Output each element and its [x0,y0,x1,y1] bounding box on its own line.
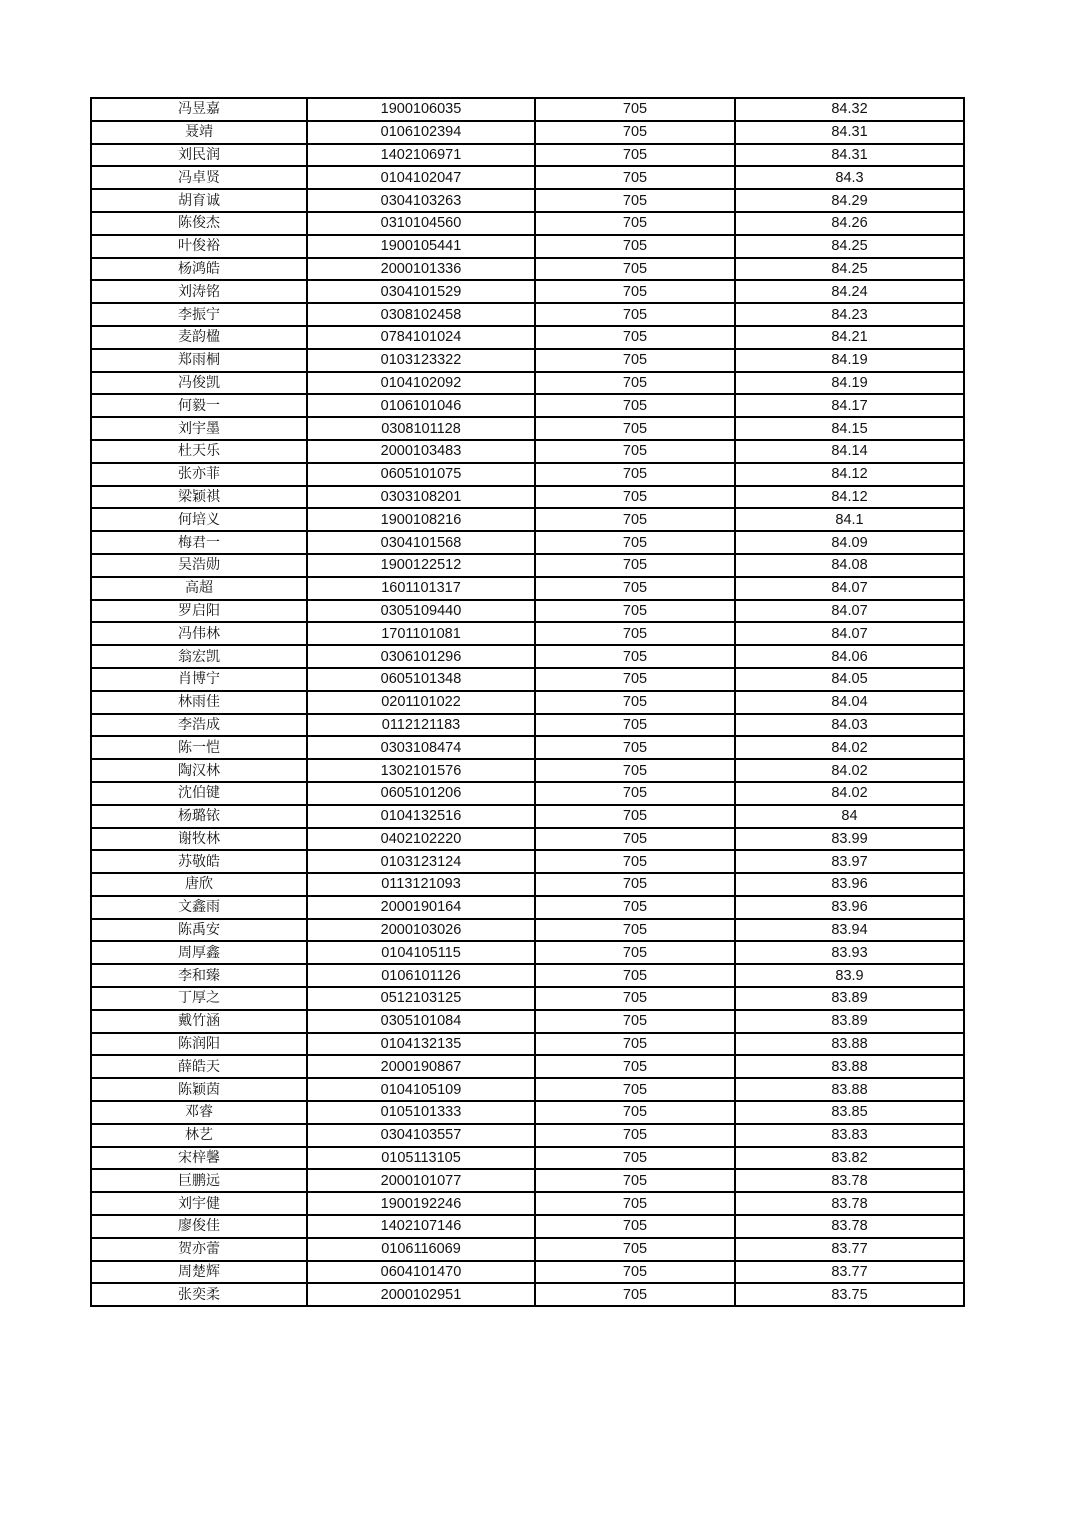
table-row [91,691,964,714]
name-cell: 贺亦蕾 [91,1238,307,1261]
table-row [91,349,964,372]
name-cell: 郑雨桐 [91,349,307,372]
code-cell: 705 [535,714,735,737]
code-cell: 705 [535,121,735,144]
name-cell: 宋梓馨 [91,1147,307,1170]
score-cell: 84.23 [735,303,964,326]
name-cell: 丁厚之 [91,987,307,1010]
name-cell: 杜天乐 [91,440,307,463]
id-cell: 0402102220 [307,828,535,851]
score-cell: 83.78 [735,1192,964,1215]
id-cell: 0303108474 [307,736,535,759]
score-cell: 83.94 [735,919,964,942]
table-row [91,235,964,258]
name-cell: 刘涛铭 [91,280,307,303]
name-cell: 麦韵楹 [91,326,307,349]
score-cell: 84.02 [735,782,964,805]
code-cell: 705 [535,463,735,486]
id-cell: 2000190164 [307,896,535,919]
name-cell: 梅君一 [91,531,307,554]
code-cell: 705 [535,668,735,691]
score-cell: 84.24 [735,280,964,303]
table-row [91,1215,964,1238]
name-cell: 何培义 [91,508,307,531]
id-cell: 0605101075 [307,463,535,486]
code-cell: 705 [535,280,735,303]
table-row [91,1124,964,1147]
score-cell: 84.07 [735,600,964,623]
name-cell: 张亦菲 [91,463,307,486]
name-cell: 廖俊佳 [91,1215,307,1238]
score-cell: 84.12 [735,463,964,486]
code-cell: 705 [535,1010,735,1033]
name-cell: 杨鸿皓 [91,258,307,281]
id-cell: 0103123124 [307,850,535,873]
code-cell: 705 [535,1033,735,1056]
table-row [91,440,964,463]
score-cell: 83.75 [735,1283,964,1306]
table-row [91,941,964,964]
name-cell: 陈润阳 [91,1033,307,1056]
code-cell: 705 [535,554,735,577]
name-cell: 刘民润 [91,144,307,167]
name-cell: 苏敬皓 [91,850,307,873]
name-cell: 张奕柔 [91,1283,307,1306]
score-cell: 83.9 [735,964,964,987]
score-cell: 83.82 [735,1147,964,1170]
name-cell: 吴浩勋 [91,554,307,577]
id-cell: 0308101128 [307,417,535,440]
name-cell: 陈俊杰 [91,212,307,235]
code-cell: 705 [535,212,735,235]
score-cell: 83.78 [735,1169,964,1192]
id-cell: 0103123322 [307,349,535,372]
table-row [91,212,964,235]
score-cell: 83.89 [735,1010,964,1033]
id-cell: 1402106971 [307,144,535,167]
name-cell: 冯昱嘉 [91,98,307,121]
score-cell: 84.05 [735,668,964,691]
id-cell: 0304103263 [307,189,535,212]
score-cell: 84 [735,805,964,828]
table-row [91,531,964,554]
score-cell: 84.02 [735,759,964,782]
code-cell: 705 [535,531,735,554]
score-cell: 84.06 [735,645,964,668]
table-row [91,645,964,668]
table-row [91,394,964,417]
table-row [91,372,964,395]
score-cell: 83.88 [735,1055,964,1078]
id-cell: 0605101348 [307,668,535,691]
score-cell: 84.19 [735,349,964,372]
score-cell: 84.07 [735,622,964,645]
code-cell: 705 [535,987,735,1010]
code-cell: 705 [535,508,735,531]
id-cell: 0201101022 [307,691,535,714]
id-cell: 0105101333 [307,1101,535,1124]
id-cell: 1701101081 [307,622,535,645]
id-cell: 0310104560 [307,212,535,235]
name-cell: 冯卓贤 [91,166,307,189]
score-cell: 83.85 [735,1101,964,1124]
id-cell: 0605101206 [307,782,535,805]
id-cell: 0113121093 [307,873,535,896]
table-row [91,463,964,486]
table-row [91,417,964,440]
id-cell: 0308102458 [307,303,535,326]
score-cell: 84.26 [735,212,964,235]
code-cell: 705 [535,235,735,258]
name-cell: 李和臻 [91,964,307,987]
score-cell: 83.88 [735,1033,964,1056]
score-table-body [91,98,964,1306]
table-row [91,873,964,896]
code-cell: 705 [535,828,735,851]
id-cell: 0104105115 [307,941,535,964]
id-cell: 2000103026 [307,919,535,942]
code-cell: 705 [535,189,735,212]
name-cell: 肖博宁 [91,668,307,691]
code-cell: 705 [535,964,735,987]
id-cell: 0303108201 [307,486,535,509]
score-cell: 84.3 [735,166,964,189]
code-cell: 705 [535,1192,735,1215]
code-cell: 705 [535,486,735,509]
code-cell: 705 [535,303,735,326]
table-row [91,896,964,919]
name-cell: 刘宇墨 [91,417,307,440]
id-cell: 0304101529 [307,280,535,303]
code-cell: 705 [535,1169,735,1192]
id-cell: 1900192246 [307,1192,535,1215]
code-cell: 705 [535,1078,735,1101]
score-cell: 83.97 [735,850,964,873]
table-row [91,714,964,737]
score-cell: 84.08 [735,554,964,577]
name-cell: 翁宏凯 [91,645,307,668]
table-row [91,577,964,600]
code-cell: 705 [535,600,735,623]
table-row [91,1261,964,1284]
id-cell: 0306101296 [307,645,535,668]
name-cell: 谢牧林 [91,828,307,851]
id-cell: 1302101576 [307,759,535,782]
name-cell: 文鑫雨 [91,896,307,919]
code-cell: 705 [535,417,735,440]
table-row [91,828,964,851]
table-row [91,1283,964,1306]
score-cell: 84.14 [735,440,964,463]
name-cell: 巨鹏远 [91,1169,307,1192]
table-row [91,166,964,189]
id-cell: 1601101317 [307,577,535,600]
code-cell: 705 [535,1055,735,1078]
name-cell: 林雨佳 [91,691,307,714]
id-cell: 0304103557 [307,1124,535,1147]
score-cell: 84.1 [735,508,964,531]
table-row [91,668,964,691]
id-cell: 0106101046 [307,394,535,417]
score-cell: 83.83 [735,1124,964,1147]
id-cell: 2000190867 [307,1055,535,1078]
table-row [91,782,964,805]
id-cell: 1900106035 [307,98,535,121]
score-cell: 83.89 [735,987,964,1010]
table-row [91,1169,964,1192]
score-cell: 83.99 [735,828,964,851]
code-cell: 705 [535,166,735,189]
code-cell: 705 [535,1147,735,1170]
code-cell: 705 [535,1261,735,1284]
score-cell: 84.25 [735,235,964,258]
id-cell: 0604101470 [307,1261,535,1284]
score-cell: 83.96 [735,873,964,896]
table-row [91,554,964,577]
name-cell: 邓睿 [91,1101,307,1124]
id-cell: 0784101024 [307,326,535,349]
score-cell: 84.02 [735,736,964,759]
score-cell: 83.77 [735,1238,964,1261]
id-cell: 2000102951 [307,1283,535,1306]
id-cell: 1900108216 [307,508,535,531]
score-cell: 84.21 [735,326,964,349]
table-row [91,736,964,759]
name-cell: 胡育诚 [91,189,307,212]
code-cell: 705 [535,759,735,782]
code-cell: 705 [535,645,735,668]
code-cell: 705 [535,941,735,964]
table-row [91,964,964,987]
table-row [91,1101,964,1124]
name-cell: 陶汉林 [91,759,307,782]
score-cell: 84.31 [735,144,964,167]
id-cell: 2000101077 [307,1169,535,1192]
table-row [91,850,964,873]
code-cell: 705 [535,326,735,349]
id-cell: 0112121183 [307,714,535,737]
id-cell: 1900122512 [307,554,535,577]
code-cell: 705 [535,622,735,645]
id-cell: 0104105109 [307,1078,535,1101]
name-cell: 李浩成 [91,714,307,737]
name-cell: 陈禹安 [91,919,307,942]
id-cell: 2000103483 [307,440,535,463]
name-cell: 周厚鑫 [91,941,307,964]
id-cell: 0106102394 [307,121,535,144]
table-row [91,1192,964,1215]
code-cell: 705 [535,873,735,896]
score-cell: 84.04 [735,691,964,714]
table-row [91,919,964,942]
score-cell: 83.93 [735,941,964,964]
table-row [91,508,964,531]
table-row [91,1078,964,1101]
id-cell: 0512103125 [307,987,535,1010]
score-cell: 83.96 [735,896,964,919]
table-row [91,280,964,303]
score-cell: 84.32 [735,98,964,121]
table-row [91,622,964,645]
table-row [91,987,964,1010]
code-cell: 705 [535,349,735,372]
code-cell: 705 [535,782,735,805]
table-row [91,1010,964,1033]
id-cell: 0106116069 [307,1238,535,1261]
table-row [91,486,964,509]
code-cell: 705 [535,98,735,121]
table-row [91,258,964,281]
table-row [91,326,964,349]
code-cell: 705 [535,372,735,395]
code-cell: 705 [535,258,735,281]
code-cell: 705 [535,144,735,167]
score-cell: 84.12 [735,486,964,509]
table-row [91,144,964,167]
name-cell: 梁颖祺 [91,486,307,509]
code-cell: 705 [535,577,735,600]
name-cell: 李振宁 [91,303,307,326]
code-cell: 705 [535,394,735,417]
table-row [91,98,964,121]
table-row [91,600,964,623]
id-cell: 0104102047 [307,166,535,189]
code-cell: 705 [535,919,735,942]
table-row [91,759,964,782]
name-cell: 杨璐铱 [91,805,307,828]
name-cell: 陈颖茵 [91,1078,307,1101]
code-cell: 705 [535,691,735,714]
score-cell: 84.09 [735,531,964,554]
id-cell: 0305101084 [307,1010,535,1033]
id-cell: 2000101336 [307,258,535,281]
id-cell: 0105113105 [307,1147,535,1170]
table-row [91,189,964,212]
score-cell: 84.31 [735,121,964,144]
name-cell: 薛皓天 [91,1055,307,1078]
name-cell: 何毅一 [91,394,307,417]
score-cell: 84.07 [735,577,964,600]
name-cell: 罗启阳 [91,600,307,623]
score-cell: 84.15 [735,417,964,440]
score-cell: 84.29 [735,189,964,212]
name-cell: 冯俊凯 [91,372,307,395]
table-row [91,121,964,144]
id-cell: 0304101568 [307,531,535,554]
table-row [91,805,964,828]
name-cell: 周楚辉 [91,1261,307,1284]
table-row [91,1238,964,1261]
name-cell: 刘宇健 [91,1192,307,1215]
code-cell: 705 [535,736,735,759]
id-cell: 0104132135 [307,1033,535,1056]
score-cell: 84.19 [735,372,964,395]
code-cell: 705 [535,1238,735,1261]
name-cell: 林艺 [91,1124,307,1147]
id-cell: 1402107146 [307,1215,535,1238]
name-cell: 唐欣 [91,873,307,896]
code-cell: 705 [535,1124,735,1147]
id-cell: 0104132516 [307,805,535,828]
score-cell: 83.77 [735,1261,964,1284]
name-cell: 聂靖 [91,121,307,144]
score-cell: 84.17 [735,394,964,417]
code-cell: 705 [535,805,735,828]
score-cell: 84.25 [735,258,964,281]
table-row [91,1055,964,1078]
code-cell: 705 [535,1283,735,1306]
id-cell: 1900105441 [307,235,535,258]
name-cell: 陈一恺 [91,736,307,759]
name-cell: 戴竹涵 [91,1010,307,1033]
name-cell: 叶俊裕 [91,235,307,258]
name-cell: 沈伯键 [91,782,307,805]
id-cell: 0106101126 [307,964,535,987]
name-cell: 高超 [91,577,307,600]
code-cell: 705 [535,1101,735,1124]
code-cell: 705 [535,850,735,873]
table-row [91,303,964,326]
score-cell: 83.88 [735,1078,964,1101]
score-table [90,97,965,1307]
id-cell: 0104102092 [307,372,535,395]
score-cell: 83.78 [735,1215,964,1238]
code-cell: 705 [535,896,735,919]
name-cell: 冯伟林 [91,622,307,645]
table-row [91,1033,964,1056]
code-cell: 705 [535,440,735,463]
id-cell: 0305109440 [307,600,535,623]
code-cell: 705 [535,1215,735,1238]
table-row [91,1147,964,1170]
score-cell: 84.03 [735,714,964,737]
